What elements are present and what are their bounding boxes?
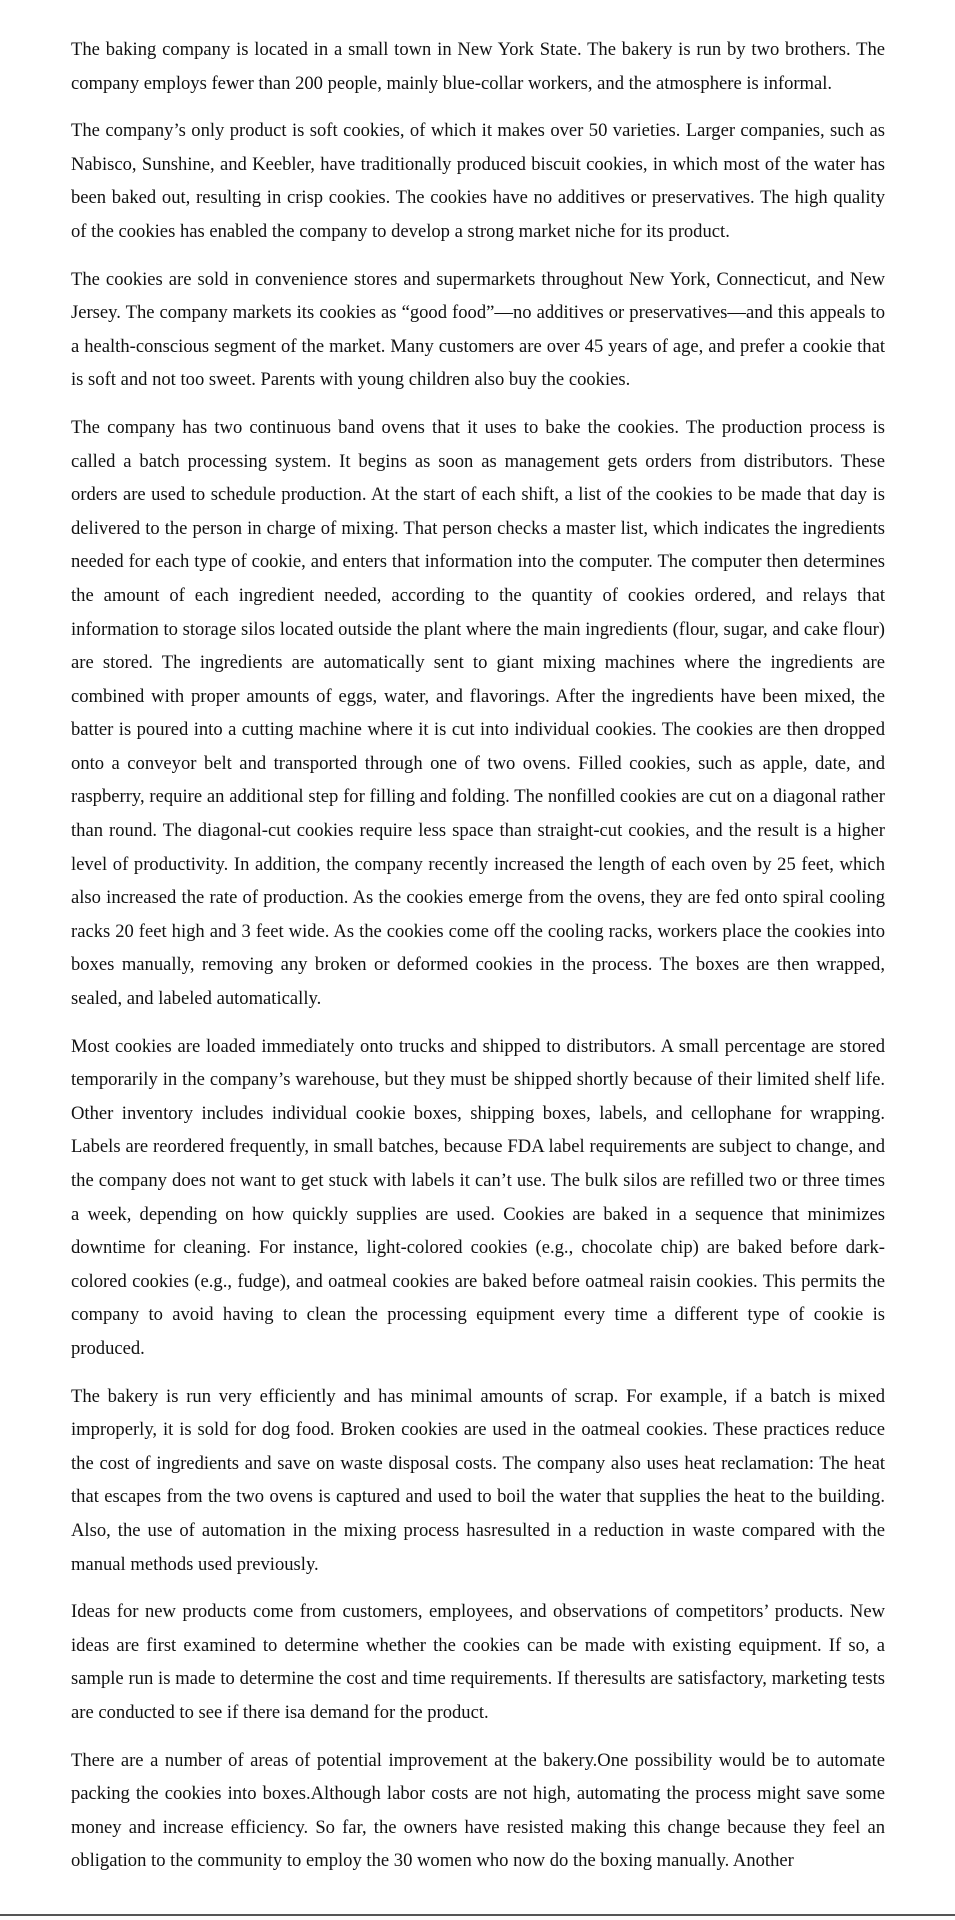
paragraph-company-overview: The baking company is located in a small town in New York State. The bakery is run by two brothers. The company employs fewer than 200 people, mainly blue-collar workers, and the atmosphere is informal. (71, 39, 885, 94)
paragraph-improvement: There are a number of areas of potential improvement at the bakery.One possibility would be to automate packing the cookies into boxes.Although labor costs are not high, automating the process might save some money and increase efficiency. So far, the owners have resisted making this change because they feel an obligation to the community to employ the 30 women who now do the boxing manually. Another (71, 1749, 885, 1872)
paragraph-new-products: Ideas for new products come from customers, employees, and observations of competitors’ products. New ideas are first examined to determine whether the cookies can be made with existing equipment. If so, a sample run is made to determine the cost and time requirements. If theresults are satisfactory, marketing tests are conducted to see if there isa demand for the product. (71, 1601, 885, 1723)
paragraph-production-process: The company has two continuous band ovens that it uses to bake the cookies. The production process is called a batch processing system. It begins as soon as management gets orders from distributors. These orders are used to schedule production. At the start of each shift, a list of the cookies to be made that day is delivered to the person in charge of mixing. That person checks a master list, which indicates the ingredients needed for each type of cookie, and enters that information into the computer. The computer then determines the amount of each ingredient needed, according to the quantity of cookies ordered, and relays that information to storage silos located outside the plant where the main ingredients (flour, sugar, and cake flour) are stored. The ingredients are automatically sent to giant mixing machines where the ingredients are combined with proper amounts of eggs, water, and flavorings. After the ingredients have been mixed, the batter is poured into a cutting machine where it is cut into individual cookies. The cookies are then dropped onto a conveyor belt and transported through one of two ovens. Filled cookies, such as apple, date, and raspberry, require an additional step for filling and folding. The nonfilled cookies are cut on a diagonal rather than round. The diagonal-cut cookies require less space than straight-cut cookies, and the result is a higher level of productivity. In addition, the company recently increased the length of each oven by 25 feet, which also increased the rate of production. As the cookies emerge from the ovens, they are fed onto spiral cooling racks 20 feet high and 3 feet wide. As the cookies come off the cooling racks, workers place the cookies into boxes manually, removing any broken or deformed cookies in the process. The boxes are then wrapped, sealed, and labeled automatically. (71, 416, 885, 1010)
paragraph-market: The cookies are sold in convenience stores and supermarkets throughout New York, Connecticut, and New Jersey. The company markets its cookies as “good food”—no additives or preservatives—and this appeals to a health-conscious segment of the market. Many customers are over 45 years of age, and prefer a cookie that is soft and not too sweet. Parents with young children also buy the cookies. (71, 268, 885, 391)
document-body (71, 33, 885, 1892)
paragraph-product: The company’s only product is soft cookies, of which it makes over 50 varieties. Larger companies, such as Nabisco, Sunshine, and Keebler, have traditionally produced biscuit cookies, in which most of the water has been baked out, resulting in crisp cookies. The cookies have no additives or preservatives. The high quality of the cookies has enabled the company to develop a strong market niche for its product. (71, 120, 885, 242)
page-bottom-divider (0, 1914, 955, 1916)
paragraph-efficiency: The bakery is run very efficiently and has minimal amounts of scrap. For example, if a batch is mixed improperly, it is sold for dog food. Broken cookies are used in the oatmeal cookies. These practices reduce the cost of ingredients and save on waste disposal costs. The company also uses heat reclamation: The heat that escapes from the two ovens is captured and used to boil the water that supplies the heat to the building. Also, the use of automation in the mixing process hasresulted in a reduction in waste compared with the manual methods used previously. (71, 1385, 885, 1575)
paragraph-inventory: Most cookies are loaded immediately onto trucks and shipped to distributors. A small percentage are stored temporarily in the company’s warehouse, but they must be shipped shortly because of their limited shelf life. Other inventory includes individual cookie boxes, shipping boxes, labels, and cellophane for wrapping. Labels are reordered frequently, in small batches, because FDA label requirements are subject to change, and the company does not want to get stuck with labels it can’t use. The bulk silos are refilled two or three times a week, depending on how quickly supplies are used. Cookies are baked in a sequence that minimizes downtime for cleaning. For instance, light-colored cookies (e.g., chocolate chip) are baked before dark-colored cookies (e.g., fudge), and oatmeal cookies are baked before oatmeal raisin cookies. This permits the company to avoid having to clean the processing equipment every time a different type of cookie is produced. (71, 1035, 885, 1359)
